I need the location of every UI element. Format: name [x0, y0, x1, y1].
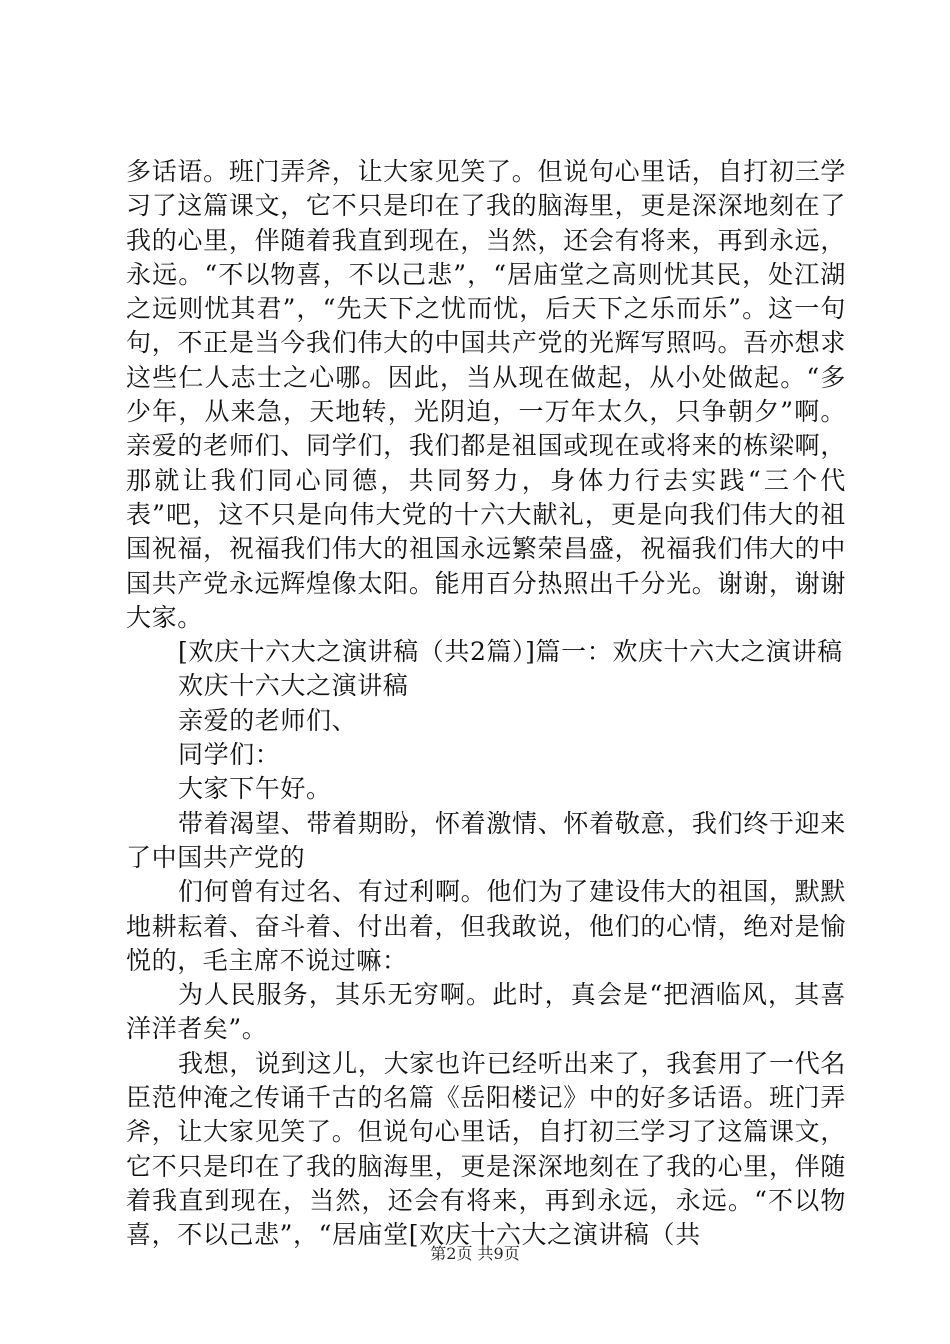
page-number-footer: 第2页 共9页: [430, 1244, 520, 1263]
paragraph-2: [欢庆十六大之演讲稿（共2篇）]篇一：欢庆十六大之演讲稿: [178, 637, 843, 667]
paragraph-9: 为人民服务，其乐无穷啊。此时，真会是“把酒临风，其喜洋洋者矣”。: [126, 980, 846, 1044]
paragraph-6: 大家下午好。: [178, 774, 332, 804]
paragraph-10: 我想，说到这儿，大家也许已经听出来了，我套用了一代名臣范仲淹之传诵千古的名篇《岳阳楼记》中的好多话语。班门弄斧，让大家见笑了。但说句心里话，自打初三学习了这篇课文，它不只是印在了我的脑海里，更是深深地刻在了我的心里，伴随着我直到现在，当然，还会有将来，再到永远，永远。“不以物喜，不以己悲”，“居庙堂[欢庆十六大之演讲稿（共: [126, 1048, 846, 1250]
paragraph-4: 亲爱的老师们、: [178, 705, 358, 735]
paragraph-1: 多话语。班门弄斧，让大家见笑了。但说句心里话，自打初三学习了这篇课文，它不只是印在了我的脑海里，更是深深地刻在了我的心里，伴随着我直到现在，当然，还会有将来，再到永远，永远。“不以物喜，不以己悲”，“居庙堂之高则忧其民，处江湖之远则忧其君”，“先天下之忧而忧，后天下之乐而乐”。这一句句，不正是当今我们伟大的中国共产党的光辉写照吗。吾亦想求这些仁人志士之心哪。因此，当从现在做起，从小处做起。“多少年，从来急，天地转，光阴迫，一万年太久，只争朝夕”啊。亲爱的老师们、同学们，我们都是祖国或现在或将来的栋梁啊，那就让我们同心同德，共同努力，身体力行去实践“三个代表”吧，这不只是向伟大党的十六大献礼，更是向我们伟大的祖国祝福，祝福我们伟大的祖国永远繁荣昌盛，祝福我们伟大的中国共产党永远辉煌像太阳。能用百分热照出千分光。谢谢，谢谢大家。: [126, 157, 846, 632]
document-body: [126, 155, 846, 1253]
paragraph-7: 带着渴望、带着期盼，怀着激情、怀着敬意，我们终于迎来了中国共产党的: [126, 808, 846, 872]
paragraph-3: 欢庆十六大之演讲稿: [178, 671, 409, 701]
paragraph-8: 们何曾有过名、有过利啊。他们为了建设伟大的祖国，默默地耕耘着、奋斗着、付出着，但我敢说，他们的心情，绝对是愉悦的，毛主席不说过嘛：: [126, 877, 846, 975]
paragraph-5: 同学们：: [178, 740, 281, 770]
